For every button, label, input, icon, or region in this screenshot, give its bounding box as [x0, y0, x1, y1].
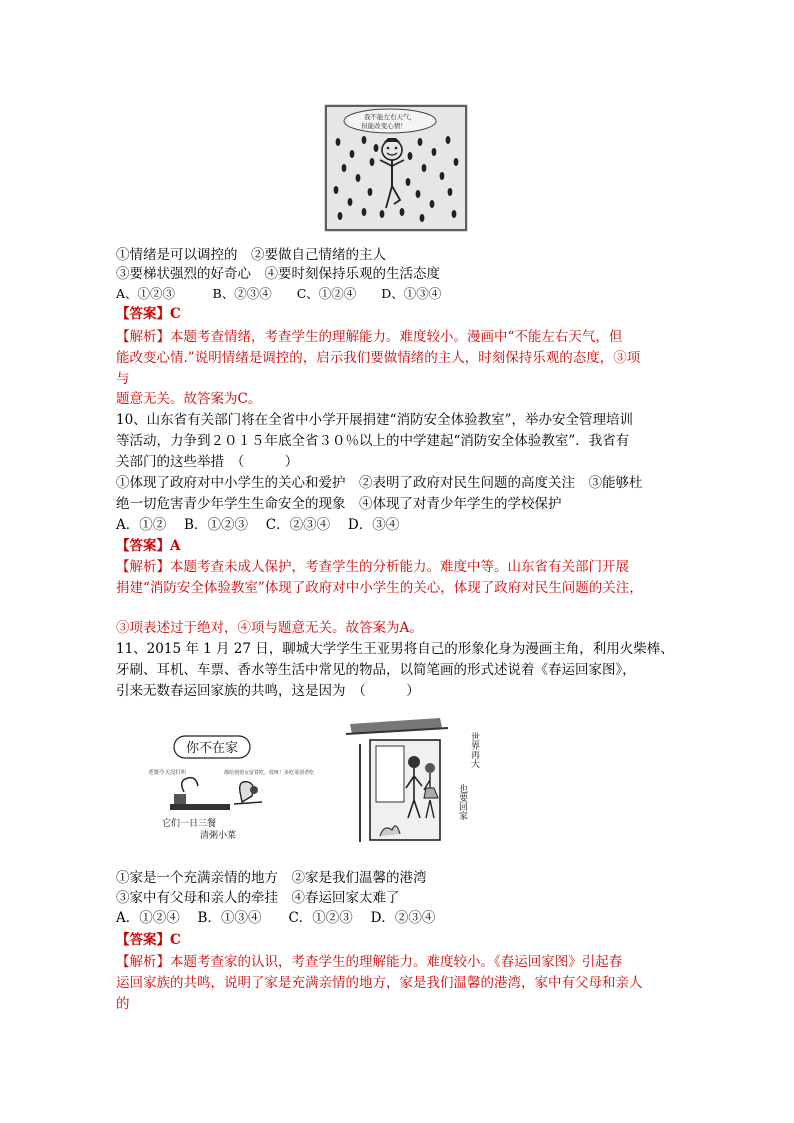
q10-stem-line: 10、山东省有关部门将在全省中小学开展捐建“消防安全体验教室”，举办安全管理培训 [116, 412, 633, 428]
answer-label: 【答案】 [116, 932, 170, 948]
q10-option-line: 绝一切危害青少年学生生命安全的现象 ④体现了对青少年学生的学校保护 [116, 496, 562, 512]
q10-stem-line: 关部门的这些举措 （ ） [116, 454, 299, 470]
cartoon-bubble-line-1: 我不能左右天气， [364, 113, 416, 121]
q11-option-line: ③家中有父母和亲人的牵挂 ④春运回家太难了 [116, 890, 400, 906]
comic-right-vertical-text-1: 世界再大 [469, 732, 479, 768]
q11-analysis-line: 的 [116, 996, 130, 1012]
comic-come-home-image [340, 714, 494, 860]
q9-option-line: ①情绪是可以调控的 ②要做自己情绪的主人 [116, 247, 386, 263]
answer-label: 【答案】 [116, 306, 170, 322]
q9-option-line: ③要梯状强烈的好奇心 ④要时刻保持乐观的生活态度 [116, 266, 440, 282]
comic-left-bubble-2: 都给悄悄女留着吃，哎呀！多吃菜别老吃 [224, 770, 315, 776]
answer-value: C [170, 306, 181, 322]
q10-analysis-line: ③项表述过于绝对，④项与题意无关。故答案为A。 [116, 620, 423, 636]
q9-answer [116, 305, 181, 323]
q9-analysis-line: 题意无关。故答案为C。 [116, 391, 262, 407]
cartoon-bubble-line-2: 但能改变心情！ [361, 122, 407, 130]
q11-analysis-line: 运回家族的共鸣，说明了家是充满亲情的地方，家是我们温馨的港湾，家中有父母和亲人 [116, 975, 643, 991]
q9-analysis-line: 能改变心情.”说明情绪是调控的，启示我们要做情绪的主人，时刻保持乐观的态度，③项 [116, 350, 641, 366]
q9-analysis-line: 与 [116, 371, 130, 387]
q10-stem-line: 等活动，力争到２０１５年底全省３０％以上的中学建起“消防安全体验教室”．我省有 [116, 433, 630, 449]
q10-choices: A．①② B．①②③ C．②③④ D．③④ [116, 517, 400, 533]
q11-stem-line: 引来无数春运回家族的共鸣，这是因为 （ ） [116, 683, 420, 699]
q9-choices: A、①②③ B、②③④ C、①②④ D、①③④ [116, 286, 442, 301]
comic-left-bubble-1: 老婆今天没打听 [148, 770, 187, 776]
q11-choices: A．①②④ B．①③④ C．①②③ D．②③④ [116, 910, 436, 926]
comic-you-not-home-image [144, 732, 320, 842]
comic-left-title: 你不在家 [185, 741, 239, 756]
answer-value: A [170, 538, 181, 554]
comic-left-caption-1: 它们一日三餐 [162, 819, 217, 829]
q10-answer [116, 537, 180, 555]
q10-option-line: ①体现了政府对中小学生的关心和爱护 ②表明了政府对民生问题的高度关注 ③能够杜 [116, 475, 643, 491]
comic-right-vertical-text-2: 也要回家 [457, 784, 467, 820]
q10-analysis-line: 【解析】本题考查未成人保护，考查学生的分析能力。难度中等。山东省有关部门开展 [116, 559, 629, 575]
q11-stem-line: 牙刷、耳机、车票、香水等生活中常见的物品，以简笔画的形式述说着《春运回家图》， [116, 662, 636, 678]
comic-left-caption-2: 清粥小菜 [200, 831, 237, 841]
q11-stem-line: 11、2015 年 1 月 27 日，聊城大学学生王亚男将自己的形象化身为漫画主角，利用火柴棒、 [116, 641, 674, 657]
q11-option-line: ①家是一个充满亲情的地方 ②家是我们温馨的港湾 [116, 870, 427, 886]
emotion-cartoon-image [324, 104, 468, 232]
answer-value: C [170, 932, 181, 948]
q9-analysis-line: 【解析】本题考查情绪，考查学生的理解能力。难度较小。漫画中“不能左右天气，但 [116, 329, 623, 345]
answer-label: 【答案】 [116, 538, 170, 554]
q11-answer [116, 931, 181, 949]
q10-analysis-line: 捐建“消防安全体验教室”体现了政府对中小学生的关心，体现了政府对民生问题的关注， [116, 580, 643, 596]
q11-analysis-line: 【解析】本题考查家的认识，考查学生的理解能力。难度较小。《春运回家图》引起春 [116, 954, 623, 970]
